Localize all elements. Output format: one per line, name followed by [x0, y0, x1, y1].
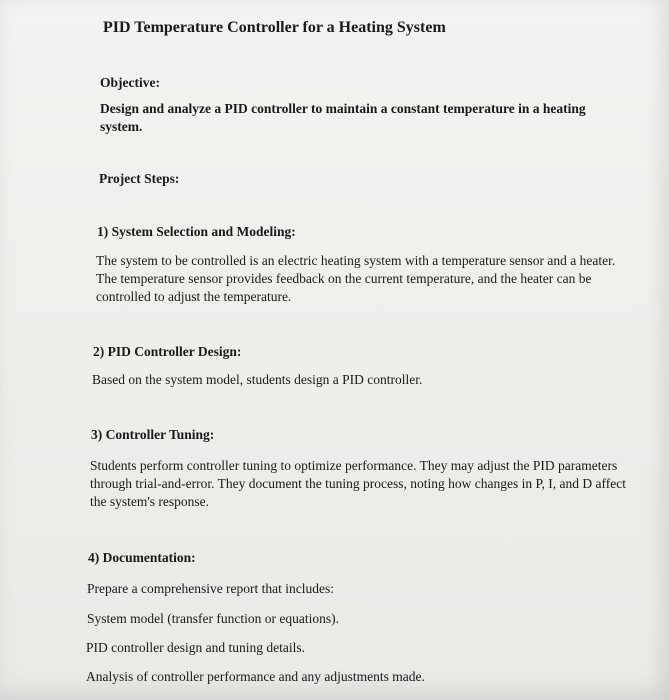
step-2-text: Based on the system model, students design a PID controller.: [92, 372, 423, 387]
documentation-item: PID controller design and tuning details.: [86, 640, 305, 655]
objective-heading: Objective:: [100, 75, 160, 90]
documentation-item: Analysis of controller performance and any adjustments made.: [86, 669, 425, 684]
step-1-heading: 1) System Selection and Modeling:: [97, 224, 296, 239]
step-2-heading: 2) PID Controller Design:: [93, 344, 242, 359]
documentation-item: System model (transfer function or equations).: [87, 611, 339, 626]
objective-text: Design and analyze a PID controller to maintain a constant temperature in a heating system.: [100, 101, 586, 134]
step-4-heading: 4) Documentation:: [88, 550, 196, 565]
step-3-text: Students perform controller tuning to optimize performance. They may adjust the PID parameters through trial-and-error. They document the tuning process, noting how changes in P, I, and D affect the system's response.: [90, 458, 626, 509]
step-1-text: The system to be controlled is an electric heating system with a temperature sensor and a heater. The temperature sensor provides feedback on the current temperature, and the heater can be controlled to adjust the temperature.: [96, 253, 616, 304]
project-steps-heading: Project Steps:: [99, 171, 180, 186]
step-3-heading: 3) Controller Tuning:: [91, 427, 215, 442]
documentation-item: Prepare a comprehensive report that includes:: [87, 581, 335, 596]
document-title: PID Temperature Controller for a Heating System: [103, 19, 446, 36]
